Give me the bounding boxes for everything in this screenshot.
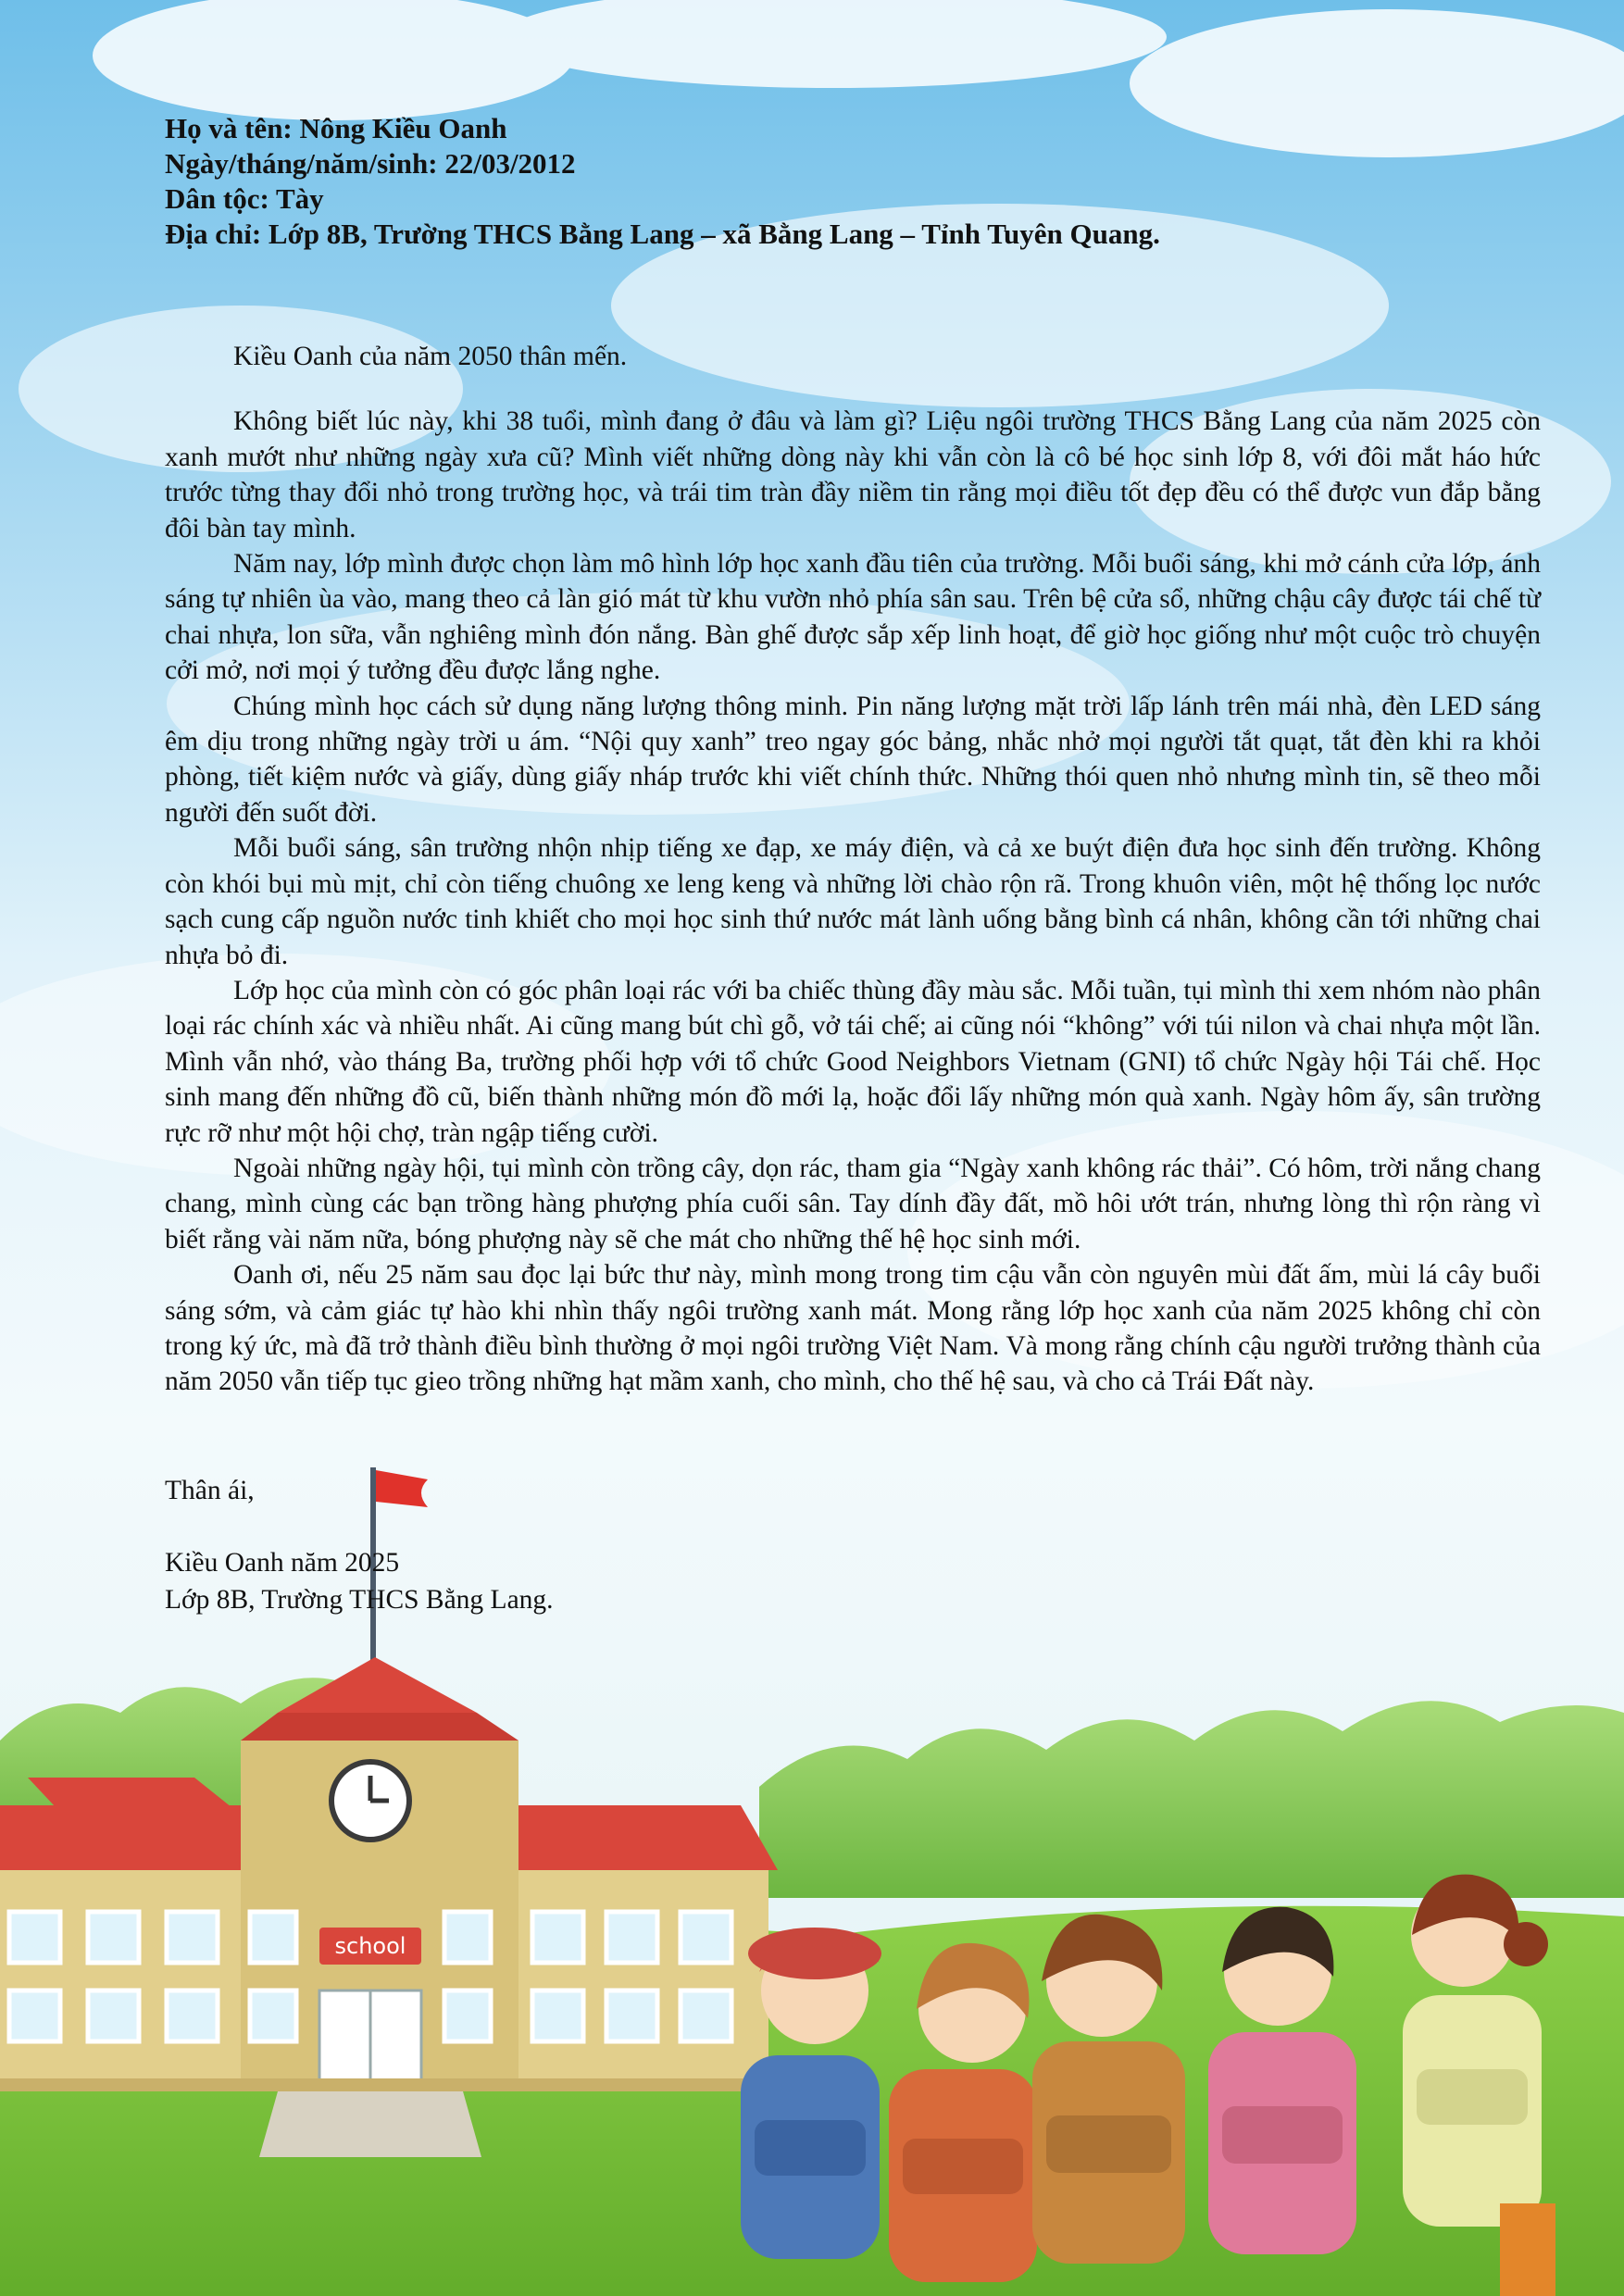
letter-body: [165, 339, 1541, 1400]
letter-paragraph: Lớp học của mình còn có góc phân loại rác với ba chiếc thùng đầy màu sắc. Mỗi tuần, tụi mình thi xem nhóm nào phân loại rác chính xác và nhiều nhất. Ai cũng mang bút chì gỗ, vở tái chế; ai cũng nói “không” với túi nilon và chai nhựa một lần. Mình vẫn nhớ, vào tháng Ba, trường phối hợp với tổ chức Good Neighbors Vietnam (GNI) tổ chức Ngày hội Tái chế. Học sinh mang đến những đồ cũ, biến thành những món đồ mới lạ, hoặc đổi lấy những món quà xanh. Ngày hôm ấy, sân trường rực rỡ như một hội chợ, tràn ngập tiếng cười.: [165, 975, 1541, 1148]
letter-paragraph: Mỗi buổi sáng, sân trường nhộn nhịp tiếng xe đạp, xe máy điện, và cả xe buýt điện đưa học sinh đến trường. Không còn khói bụi mù mịt, chỉ còn tiếng chuông xe leng keng và những lời chào rộn rã. Trong khuôn viên, một hệ thống lọc nước sạch cung cấp nguồn nước tinh khiết cho mọi học sinh thứ nước mát lành uống bằng bình cá nhân, không cần tới những chai nhựa bỏ đi.: [165, 833, 1541, 970]
signature-name: Kiều Oanh năm 2025: [165, 1548, 400, 1578]
letter-paragraph: Không biết lúc này, khi 38 tuổi, mình đang ở đâu và làm gì? Liệu ngôi trường THCS Bằng Lang của năm 2025 còn xanh mướt như những ngày xưa cũ? Mình viết những dòng này khi vẫn còn là cô bé học sinh lớp 8, với đôi mắt háo hức trước từng thay đổi nhỏ trong trường học, và trái tim tràn đầy niềm tin rằng mọi điều tốt đẹp đều có thể được vun đắp bằng đôi bàn tay mình.: [165, 406, 1541, 543]
letter-salutation: Kiều Oanh của năm 2050 thân mến.: [233, 342, 628, 371]
signature-class: Lớp 8B, Trường THCS Bằng Lang.: [165, 1585, 554, 1615]
sender-info: [165, 111, 1554, 252]
sender-ethnicity: Dân tộc: Tày: [165, 182, 324, 215]
school-sign: school: [334, 1933, 406, 1959]
sender-address: Địa chỉ: Lớp 8B, Trường THCS Bằng Lang – xã Bằng Lang – Tỉnh Tuyên Quang.: [165, 218, 1160, 250]
letter-closing: [165, 1472, 554, 1618]
letter-paragraph: Năm nay, lớp mình được chọn làm mô hình lớp học xanh đầu tiên của trường. Mỗi buổi sáng, khi mở cánh cửa lớp, ánh sáng tự nhiên ùa vào, mang theo cả làn gió mát từ khu vườn nhỏ phía sân sau. Trên bệ cửa sổ, những chậu cây được tái chế từ chai nhựa, lon sữa, vẫn nghiêng mình đón nắng. Bàn ghế được sắp xếp linh hoạt, để giờ học giống như một cuộc trò chuyện cởi mở, nơi mọi ý tưởng đều được lắng nghe.: [165, 549, 1541, 686]
letter-paragraph: Oanh ơi, nếu 25 năm sau đọc lại bức thư này, mình mong trong tim cậu vẫn còn nguyên mùi đất ấm, mùi lá cây buổi sáng sớm, và cảm giác tự hào khi nhìn thấy ngôi trường xanh mát. Mong rằng lớp học xanh của năm 2025 không chỉ còn trong ký ức, mà đã trở thành điều bình thường ở mọi ngôi trường Việt Nam. Và mong rằng chính cậu người trưởng thành của năm 2050 vẫn tiếp tục gieo trồng những hạt mầm xanh, cho mình, cho thế hệ sau, và cho cả Trái Đất này.: [165, 1260, 1541, 1397]
closing-phrase: Thân ái,: [165, 1476, 255, 1505]
sender-birthdate: Ngày/tháng/năm/sinh: 22/03/2012: [165, 147, 576, 180]
letter-paragraph: Ngoài những ngày hội, tụi mình còn trồng cây, dọn rác, tham gia “Ngày xanh không rác thải”. Có hôm, trời nắng chang chang, mình cùng các bạn trồng hàng phượng phía cuối sân. Tay dính đầy đất, mồ hôi ướt trán, nhưng lòng thì rộn ràng vì biết rằng vài năm nữa, bóng phượng này sẽ che mát cho những thế hệ học sinh mới.: [165, 1153, 1541, 1254]
letter-paragraph: Chúng mình học cách sử dụng năng lượng thông minh. Pin năng lượng mặt trời lấp lánh trên mái nhà, đèn LED sáng êm dịu trong những ngày trời u ám. “Nội quy xanh” treo ngay góc bảng, nhắc nhở mọi người tắt quạt, tắt đèn khi ra khỏi phòng, tiết kiệm nước và giấy, dùng giấy nháp trước khi viết chính thức. Những thói quen nhỏ nhưng mình tin, sẽ theo mỗi người đến suốt đời.: [165, 691, 1541, 828]
sender-name: Họ và tên: Nông Kiều Oanh: [165, 112, 507, 144]
